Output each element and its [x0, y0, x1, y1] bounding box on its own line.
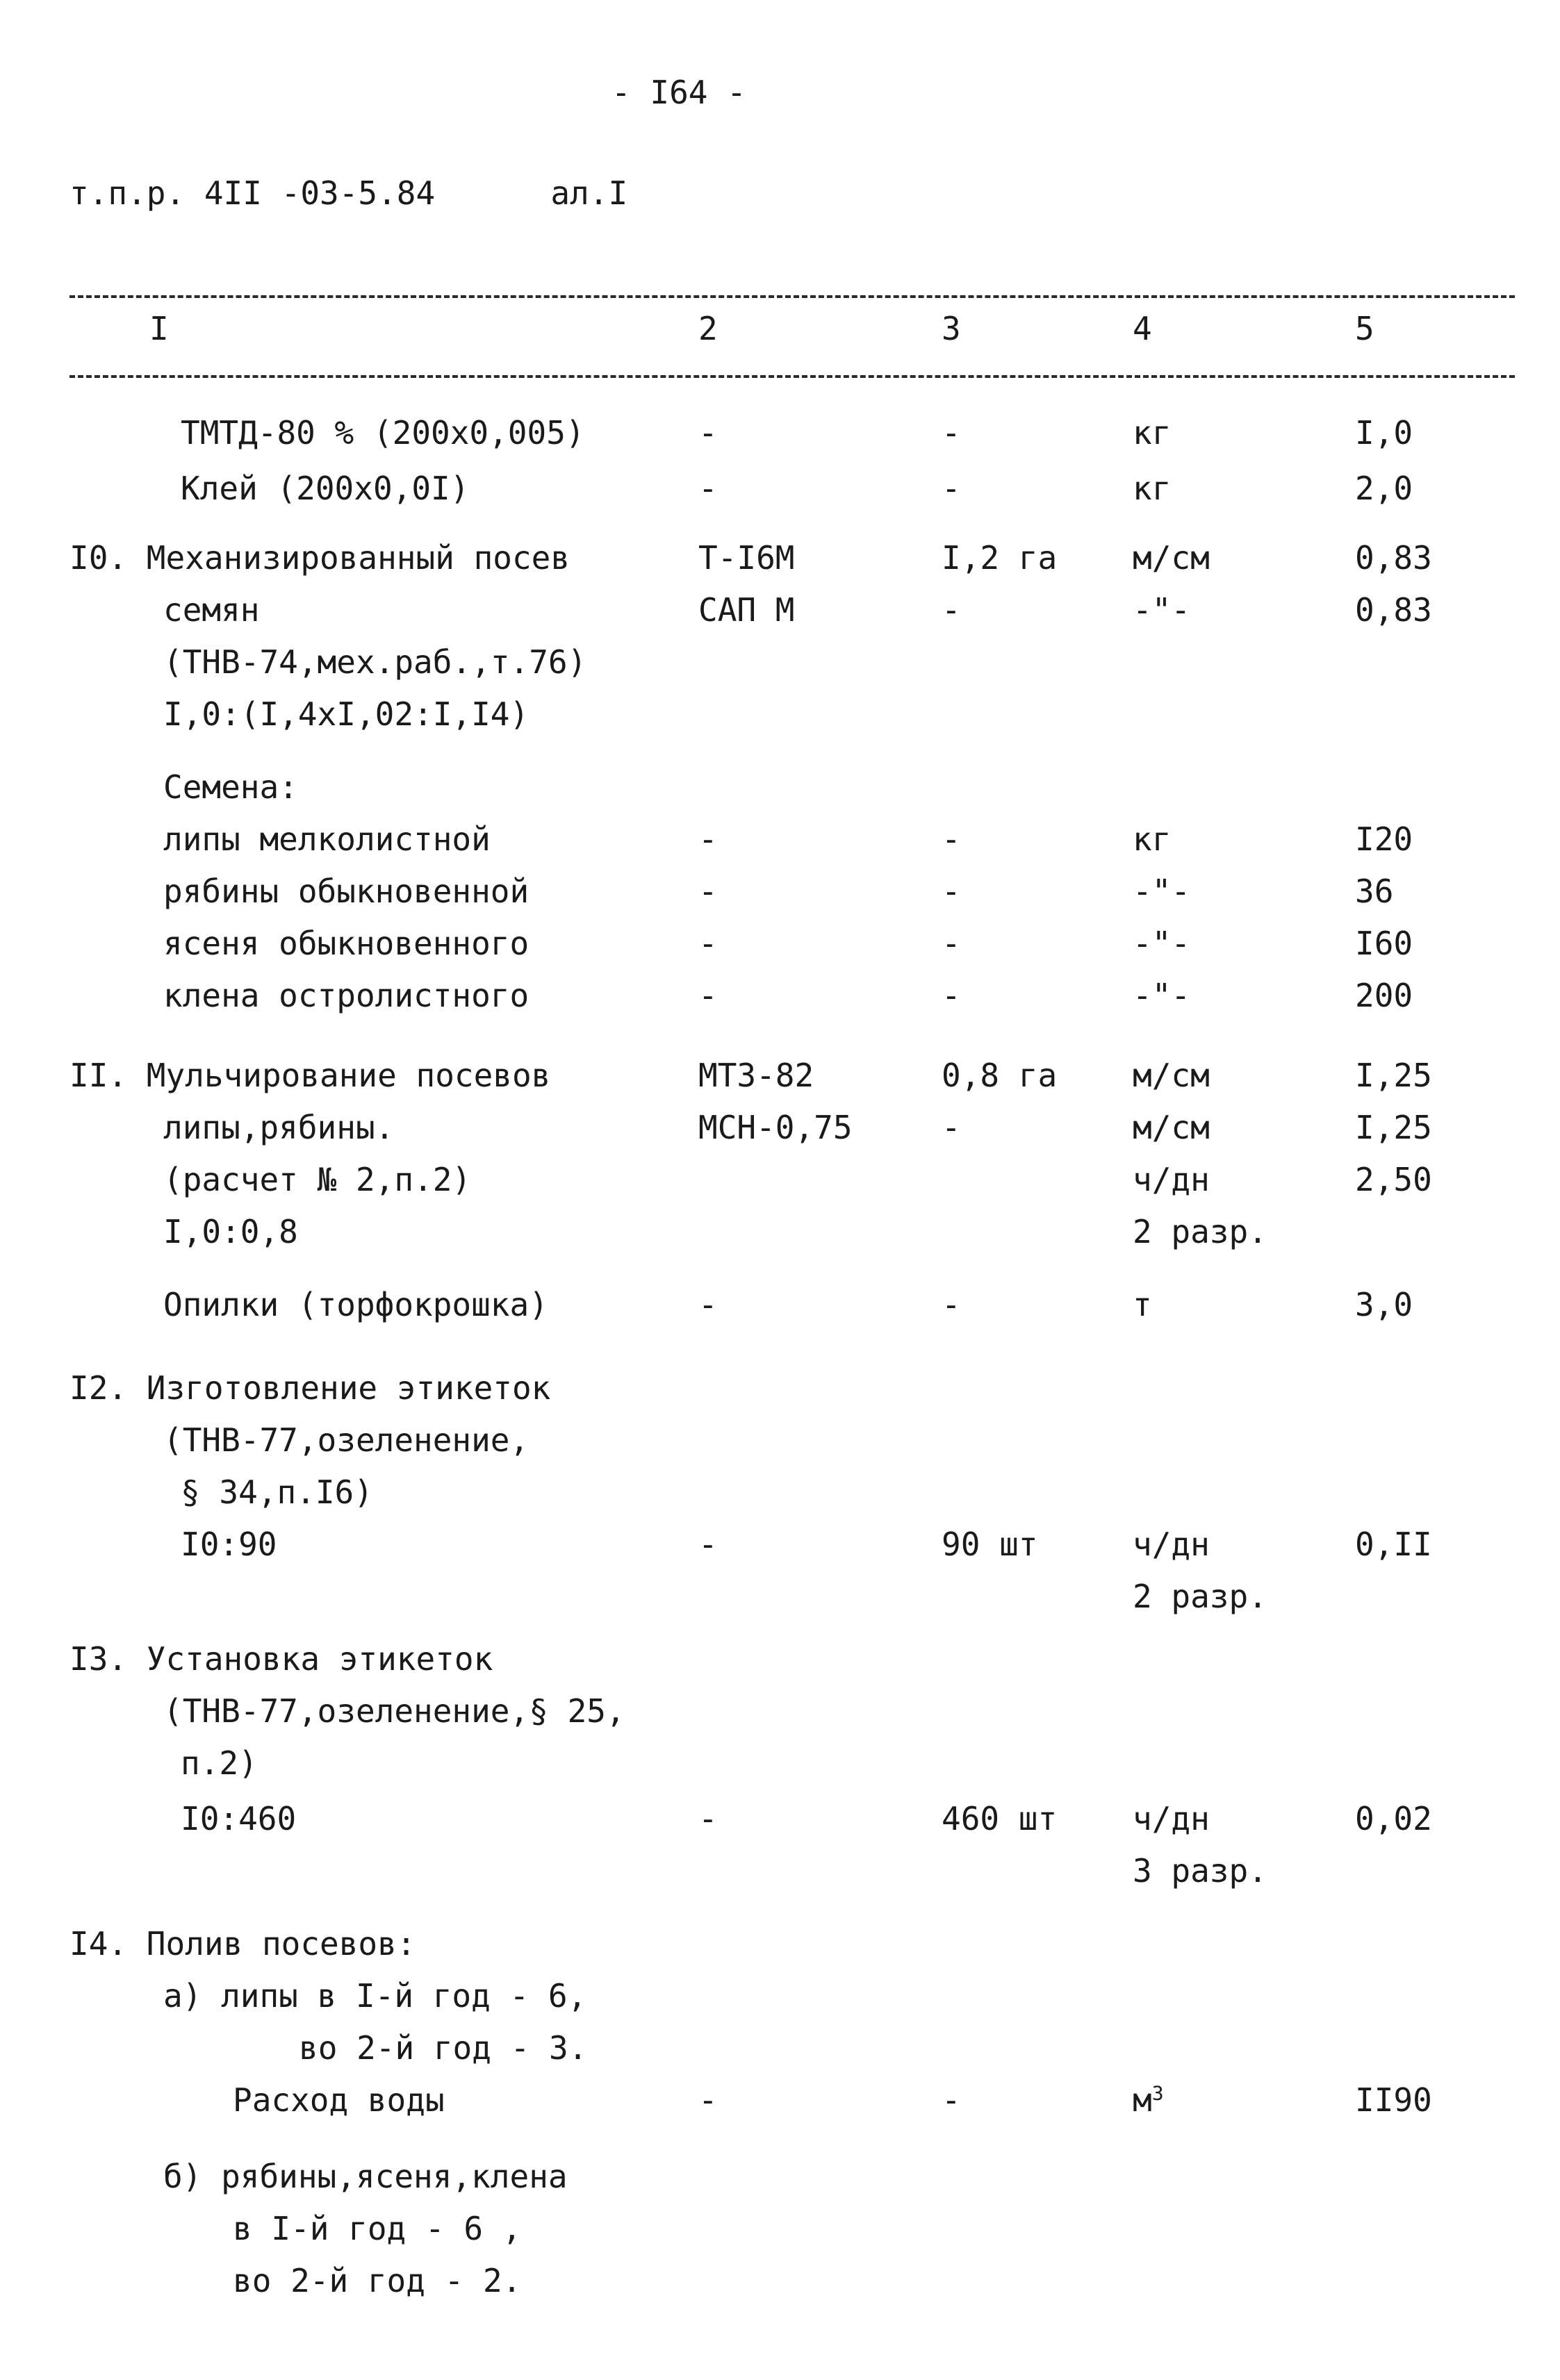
row-8-description: липы мелколистной: [163, 820, 491, 858]
row-25-description: I0:460: [181, 1800, 297, 1837]
row-11-unit: -"-: [1133, 977, 1191, 1014]
row-12-description: II. Мульчирование посевов: [69, 1057, 551, 1094]
row-16-unit: т: [1133, 1286, 1152, 1323]
row-7-description: Семена:: [163, 768, 298, 806]
row-11-volume: -: [942, 977, 961, 1014]
row-4-unit: -"-: [1133, 591, 1191, 629]
row-3-value: 0,83: [1355, 539, 1432, 577]
row-22-description: I3. Установка этикеток: [69, 1640, 493, 1678]
row-30-value: II90: [1355, 2081, 1432, 2119]
row-20-volume: 90 шт: [942, 1526, 1038, 1563]
row-8-equipment: -: [698, 820, 718, 858]
row-3-volume: I,2 га: [942, 539, 1058, 577]
row-4-description: семян: [163, 591, 260, 629]
column-header-1: I: [149, 310, 169, 347]
row-27-description: I4. Полив посевов:: [69, 1925, 416, 1962]
row-16-volume: -: [942, 1286, 961, 1323]
row-11-description: клена остролистного: [163, 977, 529, 1014]
column-header-5: 5: [1355, 310, 1374, 347]
row-9-description: рябины обыкновенной: [163, 873, 529, 910]
row-24-description: п.2): [181, 1744, 258, 1782]
table-header-rule: [69, 375, 1515, 378]
row-17-description: I2. Изготовление этикеток: [69, 1369, 551, 1407]
column-header-2: 2: [698, 310, 718, 347]
unit-superscript: 3: [1151, 2081, 1164, 2105]
row-13-volume: -: [942, 1109, 961, 1146]
row-9-equipment: -: [698, 873, 718, 910]
row-20-value: 0,II: [1355, 1526, 1432, 1563]
page-number: - I64 -: [611, 74, 746, 111]
column-header-3: 3: [942, 310, 961, 347]
row-33-description: во 2-й год - 2.: [233, 2262, 522, 2299]
document-reference: т.п.р. 4II -03-5.84 ал.I: [69, 174, 628, 212]
row-2-equipment: -: [698, 470, 718, 507]
row-19-description: § 34,п.I6): [181, 1473, 373, 1511]
row-10-volume: -: [942, 925, 961, 962]
row-2-value: 2,0: [1355, 470, 1413, 507]
row-10-equipment: -: [698, 925, 718, 962]
row-18-description: (ТНВ-77,озеленение,: [163, 1421, 529, 1459]
row-8-unit: кг: [1133, 820, 1172, 858]
row-6-description: I,0:(I,4хI,02:I,I4): [163, 695, 529, 733]
row-10-value: I60: [1355, 925, 1413, 962]
row-15-description: I,0:0,8: [163, 1213, 298, 1250]
row-9-volume: -: [942, 873, 961, 910]
row-30-volume: -: [942, 2081, 961, 2119]
row-12-volume: 0,8 га: [942, 1057, 1058, 1094]
row-8-volume: -: [942, 820, 961, 858]
row-23-description: (ТНВ-77,озеленение,§ 25,: [163, 1692, 625, 1730]
row-4-volume: -: [942, 591, 961, 629]
row-1-equipment: -: [698, 414, 718, 452]
row-25-value: 0,02: [1355, 1800, 1432, 1837]
row-13-equipment: МСН-0,75: [698, 1109, 853, 1146]
row-25-volume: 460 шт: [942, 1800, 1058, 1837]
row-13-value: I,25: [1355, 1109, 1432, 1146]
row-16-description: Опилки (торфокрошка): [163, 1286, 548, 1323]
row-9-unit: -"-: [1133, 873, 1191, 910]
row-2-description: Клей (200х0,0I): [181, 470, 470, 507]
row-13-description: липы,рябины.: [163, 1109, 395, 1146]
row-5-description: (ТНВ-74,мех.раб.,т.76): [163, 643, 587, 681]
row-30-equipment: -: [698, 2081, 718, 2119]
row-32-description: в I-й год - 6 ,: [233, 2210, 522, 2247]
row-13-unit: м/см: [1133, 1109, 1210, 1146]
row-14-description: (расчет № 2,п.2): [163, 1161, 472, 1198]
row-3-unit: м/см: [1133, 539, 1210, 577]
row-1-unit: кг: [1133, 414, 1172, 452]
row-10-unit: -"-: [1133, 925, 1191, 962]
row-20-equipment: -: [698, 1526, 718, 1563]
row-25-unit: ч/дн: [1133, 1800, 1210, 1837]
row-4-equipment: САП М: [698, 591, 795, 629]
row-2-unit: кг: [1133, 470, 1172, 507]
row-26-unit: 3 разр.: [1133, 1852, 1267, 1890]
row-10-description: ясеня обыкновенного: [163, 925, 529, 962]
row-30-description: Расход воды: [233, 2081, 445, 2119]
row-1-description: ТМТД-80 % (200х0,005): [181, 414, 585, 452]
row-12-unit: м/см: [1133, 1057, 1210, 1094]
row-25-equipment: -: [698, 1800, 718, 1837]
row-9-value: 36: [1355, 873, 1394, 910]
row-3-equipment: Т-I6М: [698, 539, 795, 577]
row-12-equipment: МТЗ-82: [698, 1057, 814, 1094]
row-11-value: 200: [1355, 977, 1413, 1014]
row-14-unit: ч/дн: [1133, 1161, 1210, 1198]
row-16-equipment: -: [698, 1286, 718, 1323]
row-8-value: I20: [1355, 820, 1413, 858]
row-11-equipment: -: [698, 977, 718, 1014]
row-14-value: 2,50: [1355, 1161, 1432, 1198]
row-31-description: б) рябины,ясеня,клена: [163, 2158, 568, 2195]
row-2-volume: -: [942, 470, 961, 507]
table-top-rule: [69, 295, 1515, 298]
row-1-value: I,0: [1355, 414, 1413, 452]
row-4-value: 0,83: [1355, 591, 1432, 629]
row-16-value: 3,0: [1355, 1286, 1413, 1323]
row-12-value: I,25: [1355, 1057, 1432, 1094]
row-20-description: I0:90: [181, 1526, 277, 1563]
column-header-4: 4: [1133, 310, 1152, 347]
row-20-unit: ч/дн: [1133, 1526, 1210, 1563]
row-21-unit: 2 разр.: [1133, 1578, 1267, 1615]
row-29-description: во 2-й год - 3.: [299, 2029, 588, 2067]
row-28-description: а) липы в I-й год - 6,: [163, 1977, 587, 2015]
row-30-unit: $м^3$: [1133, 2081, 1164, 2119]
row-1-volume: -: [942, 414, 961, 452]
row-3-description: I0. Механизированный посев: [69, 539, 570, 577]
row-15-unit: 2 разр.: [1133, 1213, 1267, 1250]
